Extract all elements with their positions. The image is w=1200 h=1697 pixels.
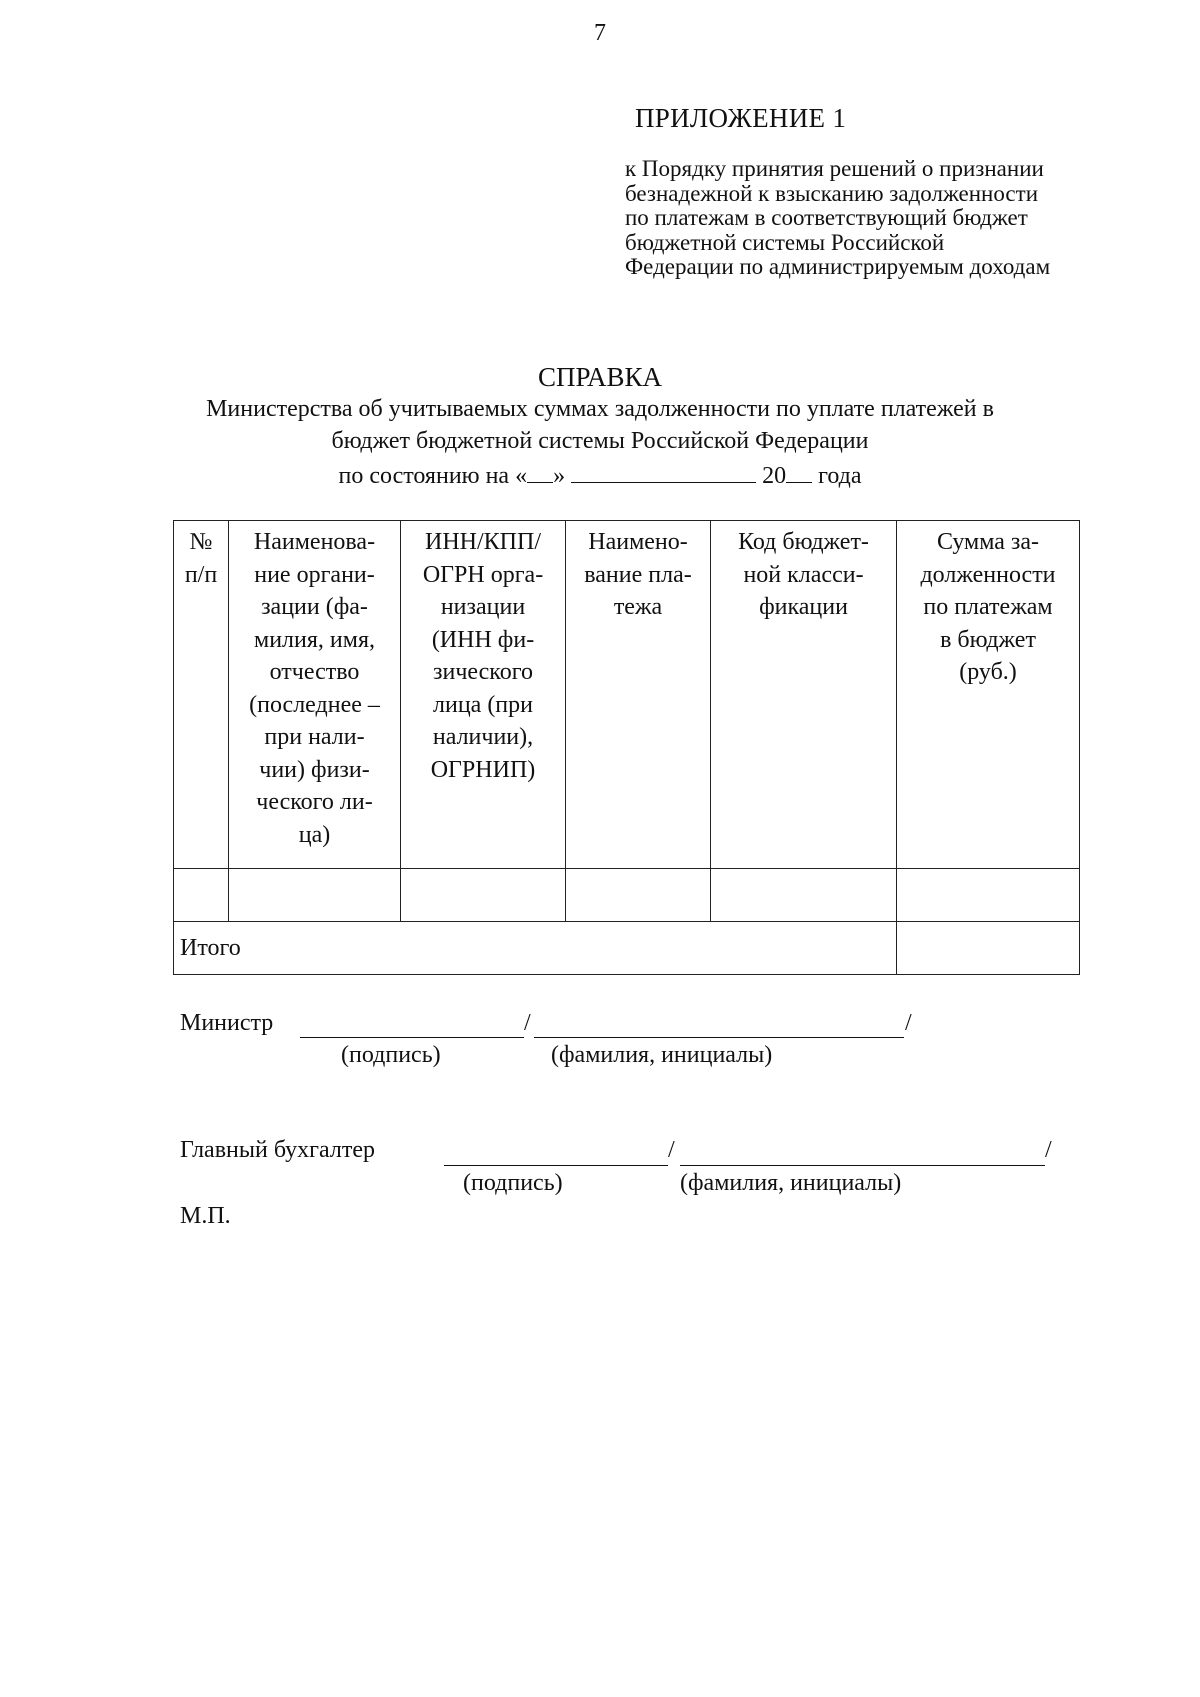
table-cell[interactable] [229,869,401,922]
header-debt-amount: Сумма за- долженности по платежам в бюджет (руб.) [897,521,1080,869]
document-date-line [0,462,1200,490]
year-blank[interactable] [786,462,812,483]
date-prefix: по состоянию на « [338,463,528,489]
appendix-title: ПРИЛОЖЕНИЕ 1 [635,103,847,133]
slash: / [668,1137,675,1163]
document-title: СПРАВКА [537,362,663,392]
table-header-row [174,521,1080,869]
page-number: 7 [594,20,606,46]
appendix-subtitle-line: безнадежной к взысканию задолженности [625,180,1039,206]
header-inn-kpp-ogrn: ИНН/КПП/ ОГРН орга- низации (ИНН фи- зического лица (при наличии), ОГРНИП) [401,521,566,869]
slash: / [524,1010,531,1036]
header-number: № п/п [174,521,229,869]
header-payment-name: Наимено- вание пла- тежа [566,521,711,869]
seal-label: М.П. [180,1203,231,1229]
date-year: 20 [762,463,787,489]
chief-accountant-name-caption: (фамилия, инициалы) [680,1170,902,1196]
document-subtitle-line1: Министерства об учитываемых суммах задолженности по уплате платежей в [206,396,994,422]
appendix-subtitle-line: по платежам в соответствующий бюджет [625,205,1028,230]
total-row [174,922,1080,975]
appendix-subtitle-line: к Порядку принятия решений о признании [625,156,1044,181]
table-cell[interactable] [566,869,711,922]
chief-accountant-signature-caption: (подпись) [463,1170,563,1196]
table-cell[interactable] [711,869,897,922]
total-label: Итого [174,922,897,975]
slash: / [1045,1137,1052,1163]
table-cell[interactable] [401,869,566,922]
appendix-subtitle [625,157,1145,280]
minister-label: Министр [180,1010,274,1036]
document-subtitle-line2: бюджет бюджетной системы Российской Федерации [331,428,869,454]
chief-accountant-signature-line[interactable] [444,1165,668,1166]
appendix-subtitle-line: бюджетной системы Российской [625,229,945,255]
chief-accountant-name-line[interactable] [680,1165,1045,1166]
appendix-subtitle-line: Федерации по администрируемым доходам [625,254,1051,279]
table-row [174,869,1080,922]
header-organization-name: Наименова- ние органи- зации (фа- милия, имя, отчество (последнее – при нали- чии) физи- ческого ли- ца) [229,521,401,869]
minister-signature-caption: (подпись) [341,1042,441,1068]
minister-name-caption: (фамилия, инициалы) [551,1042,773,1068]
table-cell[interactable] [174,869,229,922]
slash: / [905,1010,912,1036]
debt-table [173,520,1080,975]
table-cell[interactable] [897,869,1080,922]
total-amount-cell[interactable] [897,922,1080,975]
header-budget-code: Код бюджет- ной класси- фикации [711,521,897,869]
month-blank[interactable] [571,462,756,483]
date-mid: » [553,463,566,489]
minister-signature-line[interactable] [300,1037,524,1038]
day-blank[interactable] [527,462,553,483]
chief-accountant-label: Главный бухгалтер [180,1137,375,1163]
date-suffix: года [818,463,862,489]
minister-name-line[interactable] [534,1037,904,1038]
